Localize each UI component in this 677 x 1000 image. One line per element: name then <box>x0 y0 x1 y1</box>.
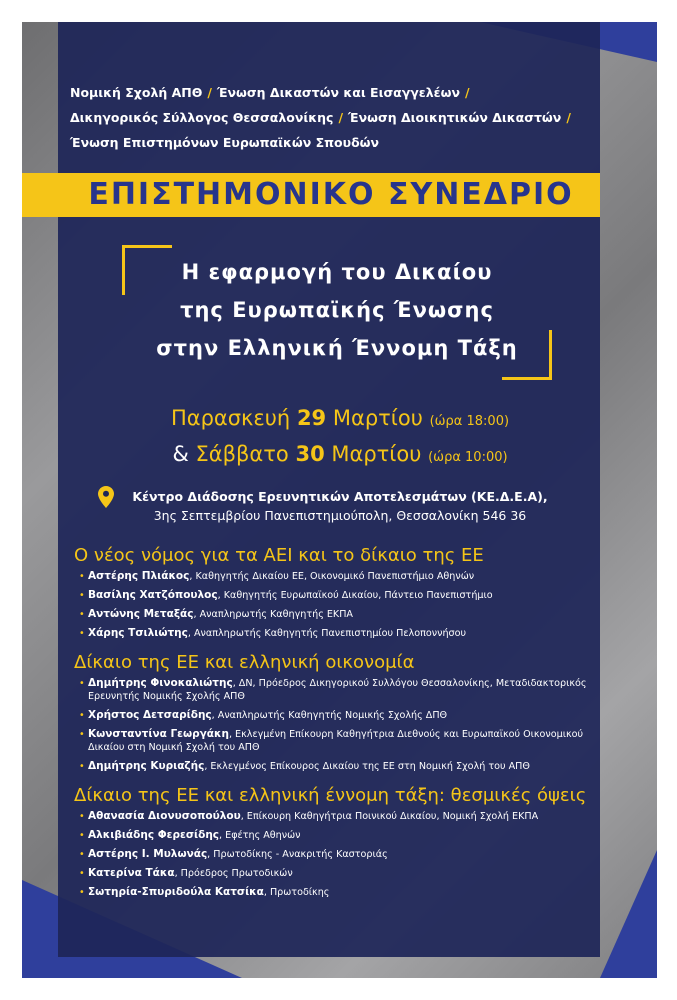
session-title: Δίκαιο της ΕΕ και ελληνική οικονομία <box>74 652 415 673</box>
organizers <box>70 80 600 155</box>
speaker-item <box>74 829 604 842</box>
speaker-role: , Καθηγητής Δικαίου ΕΕ, Οικονομικό Πανεπιστήμιο Αθηνών <box>189 571 475 582</box>
organizer: Ένωση Δικαστών και Εισαγγελέων <box>216 85 461 100</box>
speaker-name: Χρήστος Δετσαρίδης <box>88 709 212 721</box>
speaker-item <box>74 867 604 880</box>
separator: / <box>207 85 212 100</box>
speaker-name: Δημήτρης Κυριαζής <box>88 760 205 772</box>
month: Μαρτίου <box>331 442 422 466</box>
organizer: Δικηγορικός Σύλλογος Θεσσαλονίκης <box>70 110 334 125</box>
speaker-item <box>74 608 604 621</box>
speaker-name: Σωτηρία-Σπυριδούλα Κατσίκα <box>88 886 264 898</box>
day: Σάββατο <box>195 442 289 466</box>
speaker-name: Κωνσταντίνα Γεωργάκη <box>88 728 229 740</box>
speaker-item <box>74 728 604 754</box>
venue-name: Κέντρο Διάδοσης Ερευνητικών Αποτελεσμάτων (ΚΕ.Δ.Ε.Α), <box>132 489 548 504</box>
event-type-banner: ΕΠΙΣΤΗΜΟΝΙΚΟ ΣΥΝΕΔΡΙΟ <box>22 173 600 217</box>
speaker-role: , Πρωτοδίκης - Ανακριτής Καστοριάς <box>207 849 388 860</box>
speaker-name: Αστέρης Ι. Μυλωνάς <box>88 848 208 860</box>
title-line: Η εφαρμογή του Δικαίου <box>181 260 493 284</box>
speaker-item <box>74 810 604 823</box>
separator: / <box>465 85 470 100</box>
session-3 <box>74 784 604 905</box>
speaker-role: , Πρωτοδίκης <box>263 887 330 898</box>
speaker-name: Αλκιβιάδης Φερεσίδης <box>88 829 220 841</box>
separator: / <box>338 110 344 125</box>
speaker-name: Δημήτρης Φινοκαλιώτης <box>88 677 233 689</box>
separator: / <box>566 110 571 125</box>
time: (ώρα 10:00) <box>428 450 508 465</box>
date-number: 29 <box>296 406 327 430</box>
month: Μαρτίου <box>332 406 423 430</box>
speaker-role: , Αναπληρωτής Καθηγητής Νομικής Σχολής ΔΠΘ <box>211 710 448 721</box>
speaker-role: , Επίκουρη Καθηγήτρια Ποινικού Δικαίου, Νομική Σχολή ΕΚΠΑ <box>240 811 539 822</box>
speaker-item <box>74 589 604 602</box>
conference-title <box>122 245 552 380</box>
venue <box>100 487 580 525</box>
speaker-item <box>74 627 604 640</box>
speaker-role: , Αναπληρωτής Καθηγητής ΕΚΠΑ <box>193 609 353 620</box>
session-title: Ο νέος νόμος για τα ΑΕΙ και το δίκαιο της ΕΕ <box>74 545 484 566</box>
title-line: στην Ελληνική Έννομη Τάξη <box>156 336 518 360</box>
session-1 <box>74 544 604 646</box>
speaker-role: , Καθηγητής Ευρωπαϊκού Δικαίου, Πάντειο Πανεπιστήμιο <box>217 590 493 601</box>
ampersand: & <box>172 442 189 466</box>
bracket-top-left <box>122 245 172 295</box>
speaker-item <box>74 848 604 861</box>
speaker-name: Χάρης Τσιλιώτης <box>88 627 188 639</box>
speaker-role: , Εφέτης Αθηνών <box>219 830 301 841</box>
organizer: Ένωση Επιστημόνων Ευρωπαϊκών Σπουδών <box>70 135 380 150</box>
speaker-item <box>74 760 604 773</box>
bracket-bottom-right <box>502 330 552 380</box>
speaker-item <box>74 677 604 703</box>
speaker-item <box>74 709 604 722</box>
event-dates <box>110 402 570 474</box>
speaker-role: , Εκλεγμένη Επίκουρη Καθηγήτρια Διεθνούς και Ευρωπαϊκού Οικονομικού Δικαίου στη Νομική Σχολή του ΑΠΘ <box>88 729 584 753</box>
speaker-role: , Εκλεγμένος Επίκουρος Δικαίου της ΕΕ στη Νομική Σχολή του ΑΠΘ <box>204 761 530 772</box>
speaker-name: Αστέρης Πλιάκος <box>88 570 190 582</box>
speaker-role: , ΔΝ, Πρόεδρος Δικηγορικού Συλλόγου Θεσσαλονίκης, Μεταδιδακτορικός Ερευνητής Νομικής Σχολής ΑΠΘ <box>88 678 587 702</box>
speaker-item <box>74 570 604 583</box>
time: (ώρα 18:00) <box>429 414 510 429</box>
venue-address: 3ης Σεπτεμβρίου Πανεπιστημιούπολη, Θεσσαλονίκη 546 36 <box>153 508 527 523</box>
speaker-name: Βασίλης Χατζόπουλος <box>88 589 218 601</box>
speaker-role: , Αναπληρωτής Καθηγητής Πανεπιστημίου Πελοποννήσου <box>187 628 467 639</box>
session-title: Δίκαιο της ΕΕ και ελληνική έννομη τάξη: θεσμικές όψεις <box>74 785 587 806</box>
organizer: Ένωση Διοικητικών Δικαστών <box>348 110 562 125</box>
speaker-role: , Πρόεδρος Πρωτοδικών <box>174 868 293 879</box>
session-2 <box>74 651 604 779</box>
speaker-item <box>74 886 604 899</box>
title-line: της Ευρωπαϊκής Ένωσης <box>180 298 494 322</box>
speaker-name: Αντώνης Μεταξάς <box>88 608 194 620</box>
speaker-name: Κατερίνα Τάκα <box>88 867 175 879</box>
organizer: Νομική Σχολή ΑΠΘ <box>70 85 203 100</box>
speaker-name: Αθανασία Διονυσοπούλου <box>88 810 241 822</box>
date-number: 30 <box>295 442 325 466</box>
day: Παρασκευή <box>170 406 291 430</box>
